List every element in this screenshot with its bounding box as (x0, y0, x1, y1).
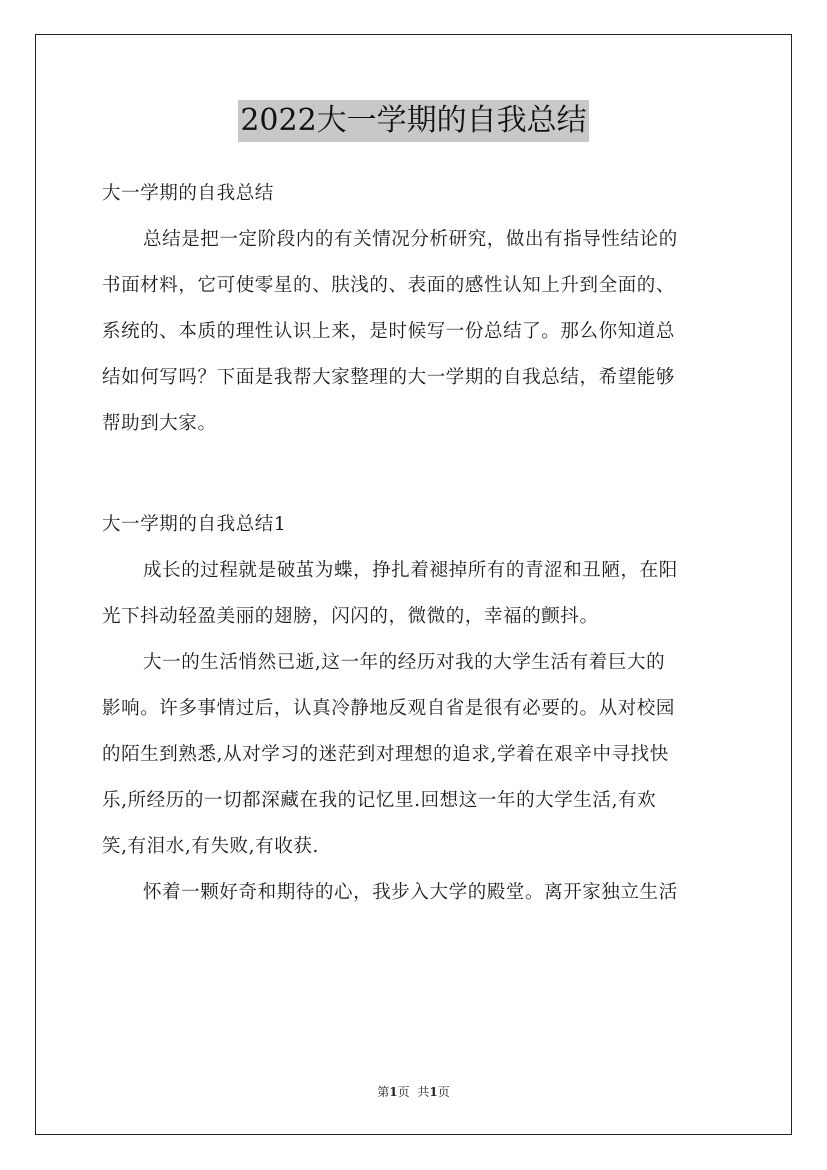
section-heading: 大一学期的自我总结1 (102, 514, 287, 535)
paragraph-line: 乐,所经历的一切都深藏在我的记忆里.回想这一年的大学生活,有欢 (102, 790, 657, 811)
page-unit: 页 (397, 1085, 410, 1099)
page-number: 1 (389, 1085, 398, 1099)
section-heading: 大一学期的自我总结 (102, 183, 274, 204)
paragraph-line: 笑,有泪水,有失败,有收获. (102, 836, 319, 857)
paragraph-line: 总结是把一定阶段内的有关情况分析研究，做出有指导性结论的 (143, 229, 678, 250)
paragraph-line: 光下抖动轻盈美丽的翅膀，闪闪的，微微的，幸福的颤抖。 (102, 606, 599, 627)
paragraph-line: 书面材料，它可使零星的、肤浅的、表面的感性认知上升到全面的、 (102, 275, 676, 296)
total-unit: 页 (437, 1085, 450, 1099)
paragraph-line: 帮助到大家。 (102, 413, 217, 434)
paragraph-line: 影响。许多事情过后，认真冷静地反观自省是很有必要的。从对校园 (102, 698, 676, 719)
page-prefix: 第 (377, 1085, 390, 1099)
total-number: 1 (429, 1085, 438, 1099)
paragraph-line: 大一的生活悄然已逝,这一年的经历对我的大学生活有着巨大的 (143, 652, 666, 673)
paragraph-gap (102, 447, 728, 502)
page-footer (0, 1083, 827, 1100)
document-body (102, 171, 728, 916)
paragraph-line: 结如何写吗？下面是我帮大家整理的大一学期的自我总结，希望能够 (102, 367, 676, 388)
paragraph-line: 系统的、本质的理性认识上来，是时候写一份总结了。那么你知道总 (102, 321, 676, 342)
paragraph-line: 怀着一颗好奇和期待的心，我步入大学的殿堂。离开家独立生活 (143, 882, 678, 903)
paragraph-line: 成长的过程就是破茧为蝶，挣扎着褪掉所有的青涩和丑陋，在阳 (143, 560, 678, 581)
paragraph-line: 的陌生到熟悉,从对学习的迷茫到对理想的追求,学着在艰辛中寻找快 (102, 744, 669, 765)
title-container (0, 100, 827, 142)
document-title: 2022大一学期的自我总结 (238, 100, 588, 142)
total-prefix: 共 (417, 1085, 430, 1099)
